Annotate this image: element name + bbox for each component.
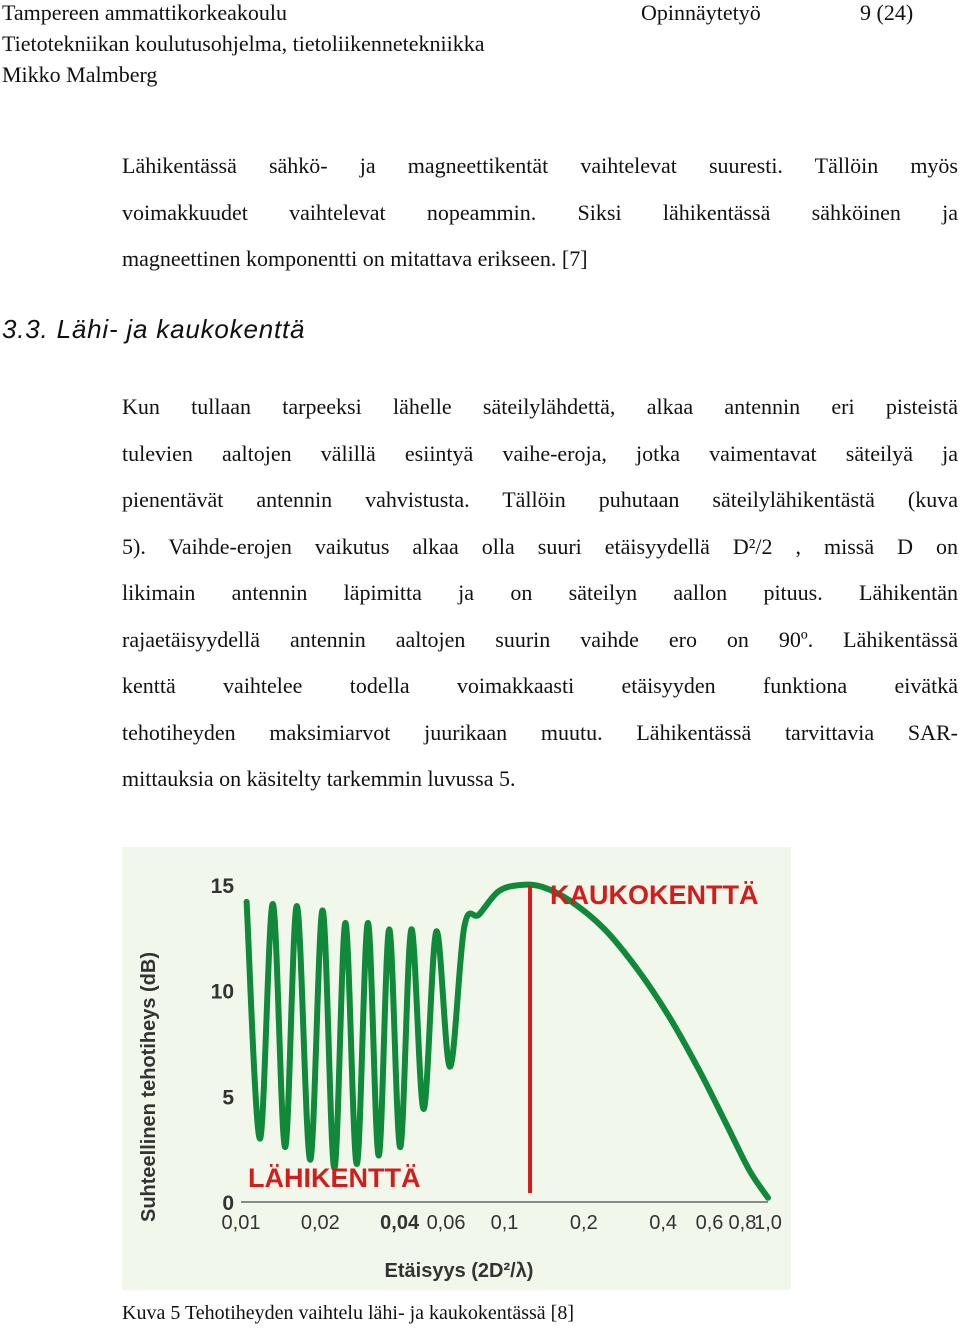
header-author: Mikko Malmberg [2,62,158,87]
header-doc-type: Opinnäytetyö [641,0,761,25]
header-page-number: 9 (24) [860,0,914,25]
figure-power-density-chart [122,847,791,1290]
x-tick-label: 0,04 [380,1212,420,1234]
y-tick-label: 15 [210,875,234,898]
paragraph-line: magneettinen komponentti on mitattava erikseen. [7] [122,246,588,271]
paragraph-line: kenttä vaihtelee todella voimakkaasti etäisyyden funktiona eivätkä [122,673,958,698]
x-tick-label: 0,2 [569,1212,598,1234]
x-tick-label: 0,8 [728,1212,757,1234]
paragraph-near-field-intro [122,143,958,283]
paragraph-line: tulevien aaltojen välillä esiintyä vaihe-eroja, jotka vaimentavat säteilyä ja [122,440,958,466]
paragraph-line: Lähikentässä sähkö- ja magneettikentät vaihtelevat suuresti. Tällöin myös [122,153,958,178]
x-tick-label: 0,4 [649,1212,678,1234]
y-tick-label: 0 [222,1192,234,1215]
y-tick-label: 10 [210,980,234,1004]
x-tick-label: 0,01 [221,1212,261,1234]
section-heading: 3.3. Lähi- ja kaukokenttä [2,314,306,344]
header-program: Tietotekniikan koulutusohjelma, tietoliikennetekniikka [2,31,485,56]
x-tick-label: 0,6 [695,1212,724,1234]
paragraph-line: voimakkuudet vaihtelevat nopeammin. Siksi lähikentässä sähköinen ja [122,199,958,225]
header-institution: Tampereen ammattikorkeakoulu [2,0,287,25]
paragraph-line: pienentävät antennin vahvistusta. Tällöin puhutaan säteilylähikentästä (kuva [122,487,958,512]
chart-svg [122,847,791,1290]
paragraph-line: mittauksia on käsitelty tarkemmin luvussa 5. [122,766,516,791]
paragraph-near-far-field [122,384,958,803]
near-field-label: LÄHIKENTTÄ [248,1163,421,1193]
paragraph-line: rajaetäisyydellä antennin aaltojen suurin vaihde ero on 90º. Lähikentässä [122,626,958,652]
figure-caption: Kuva 5 Tehotiheyden vaihtelu lähi- ja kaukokentässä [8] [122,1302,574,1324]
x-tick-label: 0,02 [300,1212,340,1234]
y-tick-label: 5 [222,1086,234,1110]
x-tick-label: 1,0 [754,1212,782,1234]
paragraph-line: tehotiheyden maksimiarvot juurikaan muutu. Lähikentässä tarvittavia SAR- [122,719,958,745]
paragraph-line: 5). Vaihde-erojen vaikutus alkaa olla suuri etäisyydellä D²/2 , missä D on [122,533,958,559]
x-tick-label: 0,06 [426,1212,466,1234]
x-axis-title: Etäisyys (2D²/λ) [384,1260,534,1282]
paragraph-line: likimain antennin läpimitta ja on säteilyn aallon pituus. Lähikentän [122,580,958,605]
paragraph-line: Kun tullaan tarpeeksi lähelle säteilylähdettä, alkaa antennin eri pisteistä [122,394,958,419]
y-axis-title: Suhteellinen tehotiheys (dB) [138,951,160,1223]
x-tick-label: 0,1 [490,1212,519,1234]
far-field-label: KAUKOKENTTÄ [550,880,759,910]
